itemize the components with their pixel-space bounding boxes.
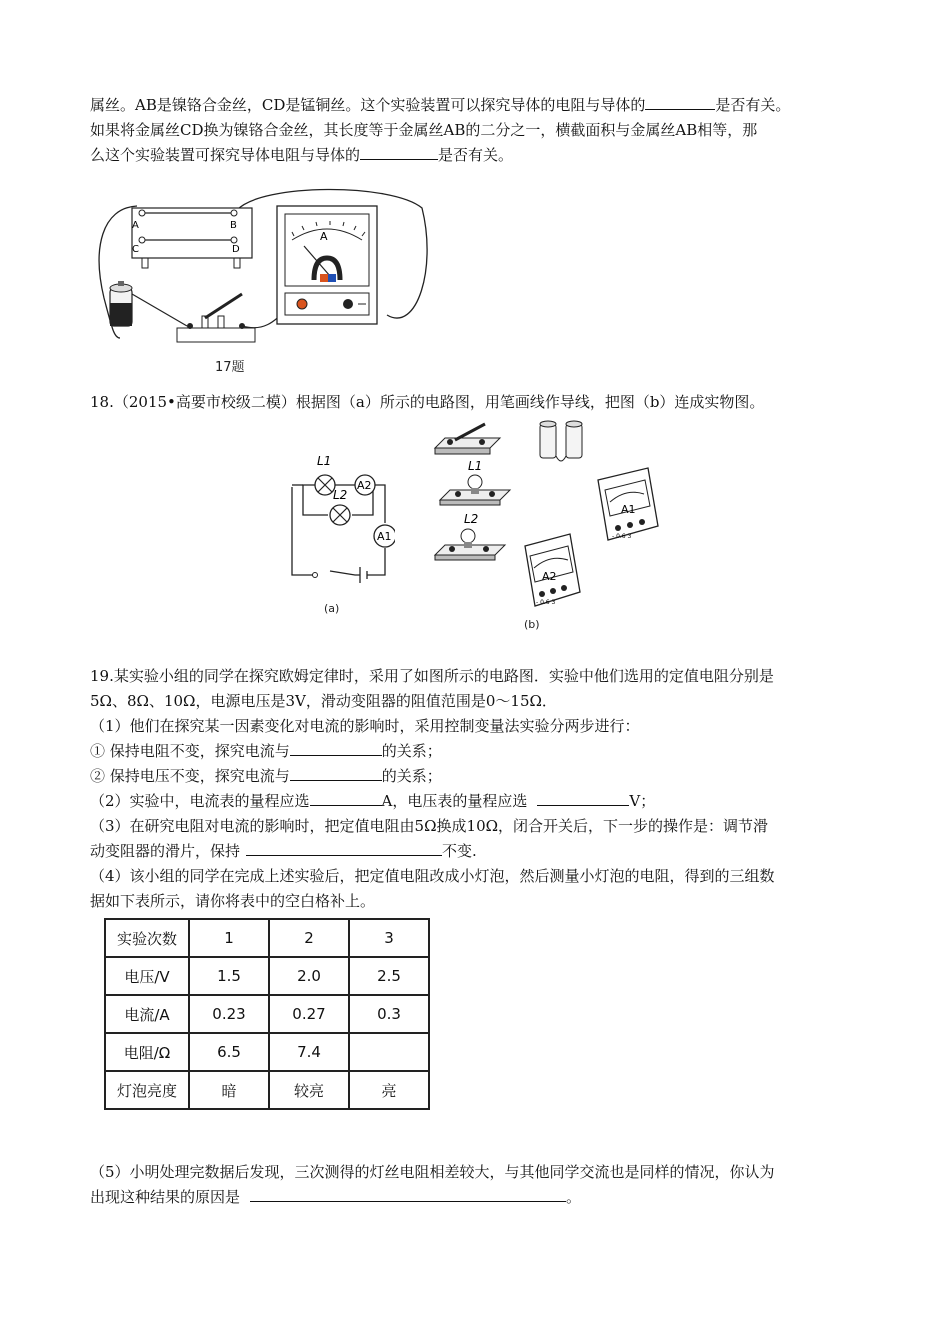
q19-p1: （1）他们在探究某一因素变化对电流的影响时，采用控制变量法实验分两步进行： [90,717,640,735]
fig-b-a1-label: A1 [621,503,636,516]
switch-icon [435,424,500,454]
table-cell: 6.5 [189,1033,269,1071]
ammeter-a2-icon [525,534,580,606]
table-cell: 1.5 [189,957,269,995]
fig-a-a2-label: A2 [357,479,372,492]
batteries-icon [540,421,582,461]
q19-blank-5[interactable] [246,839,442,856]
table-cell: 2.0 [269,957,349,995]
fig-b-a2-label: A2 [542,570,557,583]
label-d: D [232,244,240,255]
table-cell: 0.3 [349,995,429,1033]
fig-b-a2-scale: - 0.6 3 [536,599,556,606]
figure-17-caption: 17题 [215,360,245,375]
fig-b-l1-label: L1 [468,459,483,473]
fig-b-l2-label: L2 [464,512,479,526]
knife-switch-icon [177,294,255,342]
fig-a-l2-label: L2 [333,488,348,502]
table-row [105,1033,429,1071]
q18-text: 18.（2015•高要市校级二模）根据图（a）所示的电路图，用笔画线作导线，把图（b）连成实物图。 [90,393,765,411]
lamp-l1-icon [440,475,510,505]
ammeter-icon [277,206,377,324]
table-row [105,919,429,957]
measurement-table [104,918,430,1110]
figure-18a-circuit [285,445,395,620]
fig-a-a1-label: A1 [377,530,392,543]
q17-line-1: 属丝。AB是镍铬合金丝，CD是锰铜丝。这个实验装置可以探究导体的电阻与导体的 是否有关。 [90,93,870,118]
figure-18a-caption: (a) [324,602,340,615]
table-cell: 暗 [189,1071,269,1109]
table-cell: 7.4 [269,1033,349,1071]
lamp-l2-symbol [330,505,350,525]
meter-label: A [320,230,328,243]
table-cell: 0.27 [269,995,349,1033]
label-b: B [230,220,237,231]
ammeter-a2-symbol [355,475,375,495]
ammeter-a1-icon [598,468,658,540]
battery-icon [110,281,132,326]
ammeter-a1-symbol [374,525,395,547]
q19-p5-line-2: 出现这种结果的原因是 。 [90,1185,870,1210]
q19-blank-6[interactable] [250,1185,566,1202]
q19-p5-line-1: （5）小明处理完数据后发现，三次测得的灯丝电阻相差较大，与其他同学交流也是同样的情况，你认为 [90,1163,775,1181]
figure-18b-caption: (b) [524,618,540,631]
table-cell: 2.5 [349,957,429,995]
lamp-l2-icon [435,529,505,560]
table-cell: 电流/A [105,995,189,1033]
table-cell: 灯泡亮度 [105,1071,189,1109]
table-cell: 亮 [349,1071,429,1109]
table-cell: 电阻/Ω [105,1033,189,1071]
q19-line-1: 19.某实验小组的同学在探究欧姆定律时，采用了如图所示的电路图．实验中他们选用的定值电阻分别是 [90,667,774,685]
table-row [105,957,429,995]
table-answer-cell[interactable] [349,1033,429,1071]
q19-blank-4[interactable] [537,789,629,806]
q19-p4-line-2: 据如下表所示，请你将表中的空白格补上。 [90,892,376,910]
q19-p3-line-1: （3）在研究电阻对电流的影响时，把定值电阻由5Ω换成10Ω，闭合开关后，下一步的操作是：调节滑 [90,817,769,835]
q19-p1-2: ② 保持电压不变，探究电流与 的关系； [90,764,870,789]
q19-blank-1[interactable] [290,739,382,756]
q19-p2: （2）实验中，电流表的量程应选 A，电压表的量程应选 V； [90,789,870,814]
q17-blank-1[interactable] [645,93,715,110]
q19-p4-line-1: （4）该小组的同学在完成上述实验后，把定值电阻改成小灯泡，然后测量小灯泡的电阻，得到的三组数 [90,867,775,885]
q19-blank-2[interactable] [290,764,382,781]
q19-p1-1: ① 保持电阻不变，探究电流与 的关系； [90,739,870,764]
label-a: A [132,220,139,231]
table-cell: 实验次数 [105,919,189,957]
q19-line-2: 5Ω、8Ω、10Ω，电源电压是3V，滑动变阻器的阻值范围是0～15Ω． [90,692,557,710]
lamp-l1-symbol [315,475,335,495]
label-c: C [132,244,139,255]
figure-17-apparatus [92,188,432,373]
fig-b-a1-scale: - 0.6 3 [612,533,632,540]
q17-line-2: 如果将金属丝CD换为镍铬合金丝，其长度等于金属丝AB的二分之一，横截面积与金属丝AB相等，那 [90,121,758,139]
q17-blank-2[interactable] [360,143,438,160]
table-row [105,1071,429,1109]
q19-p3-line-2: 动变阻器的滑片，保持 不变. [90,839,870,864]
fig-a-l1-label: L1 [317,454,332,468]
table-cell: 3 [349,919,429,957]
table-row [105,995,429,1033]
table-cell: 1 [189,919,269,957]
table-cell: 2 [269,919,349,957]
q17-line-3: 么这个实验装置可探究导体电阻与导体的 是否有关。 [90,143,870,168]
table-cell: 电压/V [105,957,189,995]
q19-blank-3[interactable] [310,789,382,806]
figure-18b-components [430,418,670,633]
table-cell: 0.23 [189,995,269,1033]
table-cell: 较亮 [269,1071,349,1109]
